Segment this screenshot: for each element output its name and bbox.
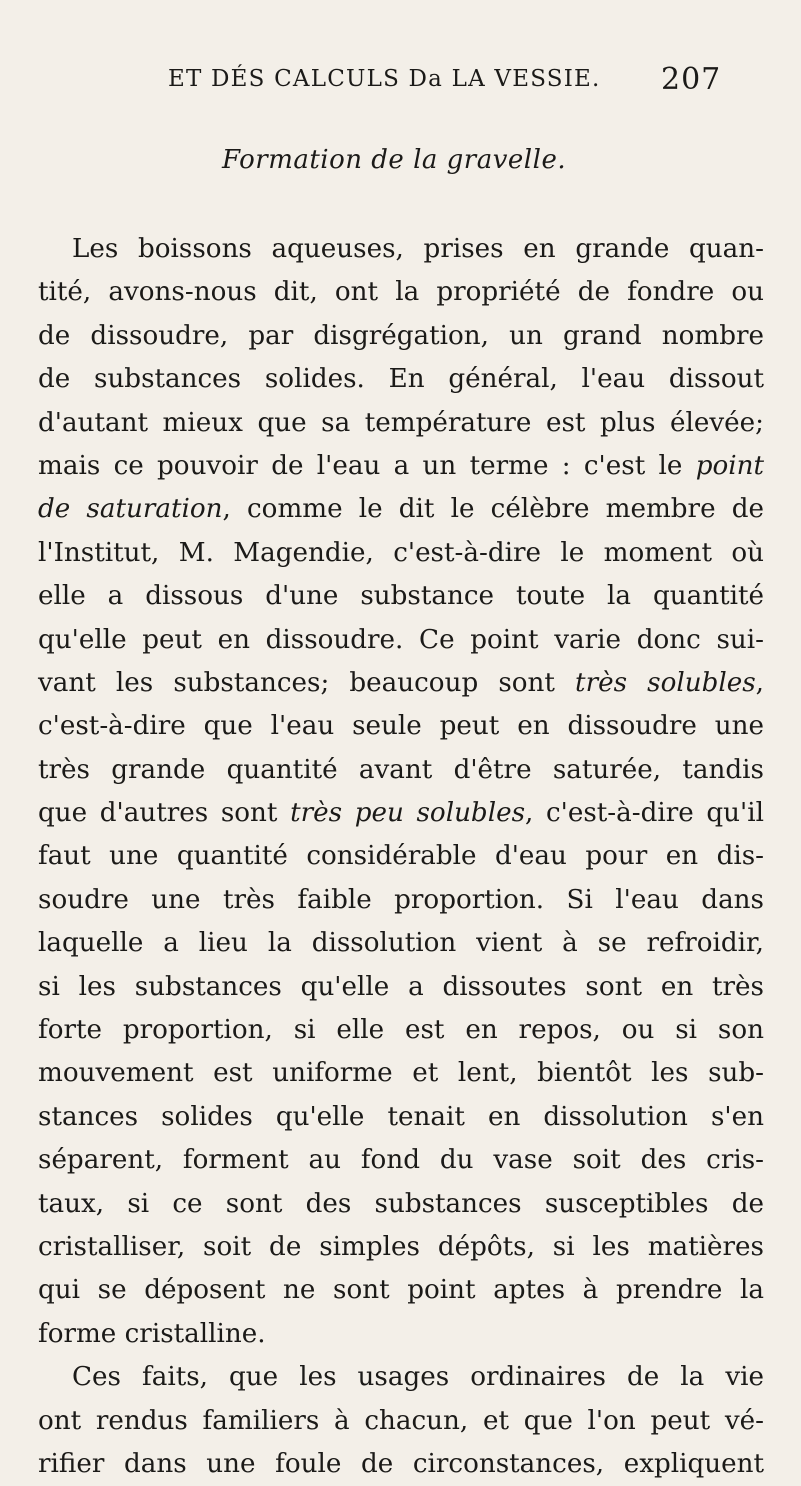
text-line [38,705,764,748]
text-line [38,1052,764,1095]
text-line [38,1400,764,1443]
text-segment: mouvement est uniforme et lent, bientôt les sub- [38,1058,764,1089]
text-segment: mais ce pouvoir de l'eau a un terme : c'est le [38,450,696,481]
text-segment: , comme le dit le célèbre membre de [222,494,764,525]
text-line [38,358,764,401]
italic-text: point [695,450,764,481]
text-segment: cristalliser, soit de simples dépôts, si les matières [38,1231,764,1262]
text-line [38,662,764,705]
text-segment: c'est-à-dire que l'eau seule peut en dissoudre une [38,711,764,742]
text-line [38,271,764,314]
text-segment: d'autant mieux que sa température est plus élevée; [38,407,764,438]
text-segment: que d'autres sont [38,798,291,829]
text-segment: stances solides qu'elle tenait en dissolution s'en [38,1101,764,1132]
text-segment: rifier dans une foule de circonstances, expliquent [38,1448,764,1479]
text-segment: l'Institut, M. Magendie, c'est-à-dire le moment où [38,537,764,568]
text-line [38,532,764,575]
text-segment: Les boissons aqueuses, prises en grande quan- [72,234,764,264]
text-line [38,1443,764,1486]
text-line [38,315,764,358]
text-segment: vant les substances; beaucoup sont [38,667,576,698]
text-segment: laquelle a lieu la dissolution vient à se refroidir, [38,928,764,959]
text-segment: taux, si ce sont des substances susceptibles de [38,1188,764,1219]
text-segment: si les substances qu'elle a dissoutes sont en très [38,971,764,1002]
text-line [38,1139,764,1182]
text-segment: qui se déposent ne sont point aptes à prendre la [38,1275,764,1306]
section-title: Formation de la gravelle. [222,145,567,175]
page-number: 207 [661,62,722,97]
text-segment: de substances solides. En général, l'eau dissout [38,364,764,395]
text-line [38,879,764,922]
text-segment: forme cristalline. [38,1318,266,1349]
text-line [38,488,764,531]
text-line [38,1009,764,1052]
text-line [38,922,764,965]
text-line [38,1183,764,1226]
text-segment: Ces faits, que les usages ordinaires de la vie [72,1362,764,1393]
text-line [38,749,764,792]
text-line [38,1313,764,1356]
text-segment: faut une quantité considérable d'eau pour en dis- [38,841,764,872]
text-segment: très grande quantité avant d'être saturée, tandis [38,754,764,785]
text-line [38,619,764,662]
italic-text: de saturation [38,494,223,525]
text-line [38,966,764,1009]
text-line [38,1356,764,1399]
text-segment: elle a dissous d'une substance toute la quantité [38,581,764,612]
italic-text: très peu solubles [290,798,526,829]
text-line [38,835,764,878]
text-segment: ont rendus familiers à chacun, et que l'on peut vé- [38,1405,764,1436]
text-segment: séparent, forment au fond du vase soit des cris- [38,1145,764,1176]
running-head: ET DÉS CALCULS Da LA VESSIE. [168,66,601,92]
text-line [38,1226,764,1269]
italic-text: très solubles [575,667,756,698]
text-line [38,445,764,488]
text-line [38,1269,764,1312]
text-line [38,1096,764,1139]
text-line [38,575,764,618]
text-segment: tité, avons-nous dit, ont la propriété de fondre ou [38,277,764,308]
text-segment: , [755,667,764,698]
text-segment: de dissoudre, par disgrégation, un grand nombre [38,320,764,351]
text-line [38,402,764,445]
text-line [38,792,764,835]
text-segment: qu'elle peut en dissoudre. Ce point varie donc sui- [38,624,764,655]
body-text [38,228,764,1486]
text-segment: soudre une très faible proportion. Si l'eau dans [38,884,764,915]
text-segment: forte proportion, si elle est en repos, ou si son [38,1015,764,1046]
text-line [38,228,764,271]
text-segment: , c'est-à-dire qu'il [525,798,765,829]
